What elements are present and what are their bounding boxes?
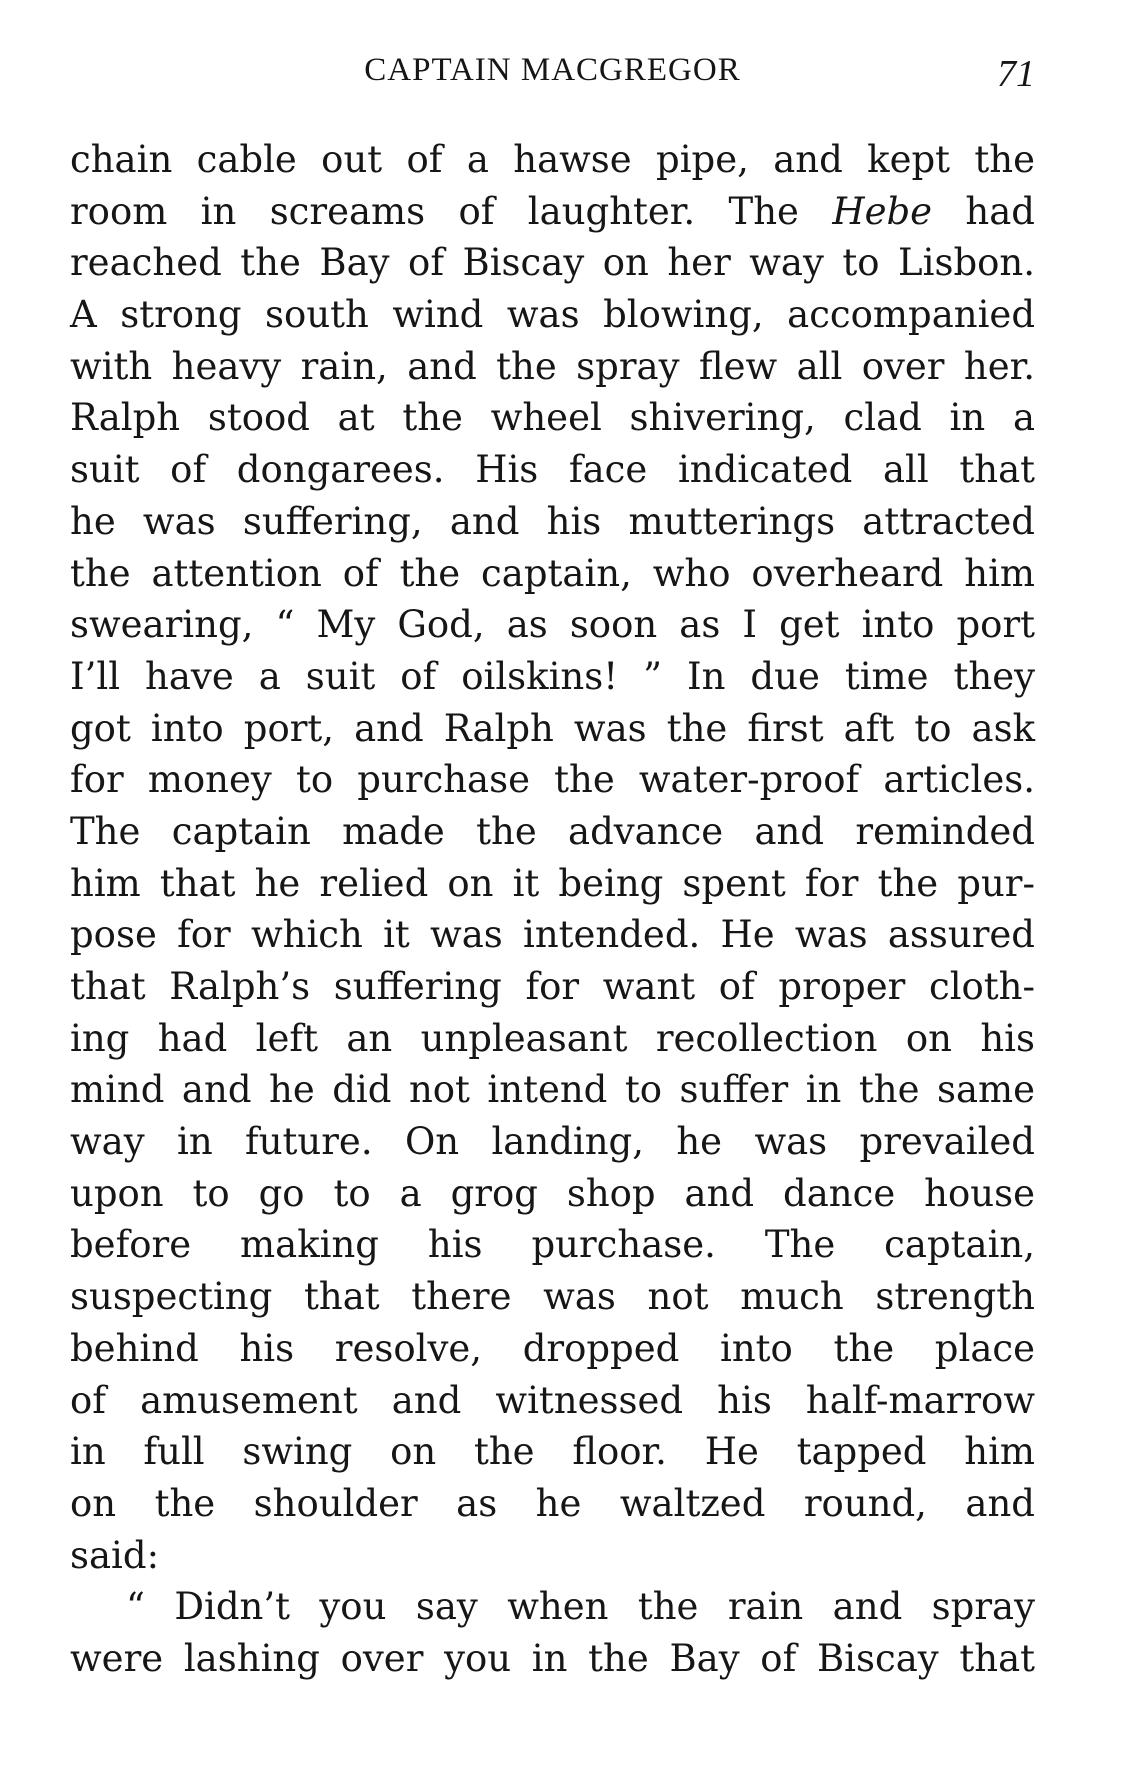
text-line: pose for which it was intended. He was assured	[70, 913, 1035, 957]
text-line: he was suffering, and his mutterings attracted	[70, 499, 1035, 543]
text-line: of amusement and witnessed his half-marrow	[70, 1378, 1035, 1422]
text-line: for money to purchase the water-proof articles.	[70, 758, 1035, 802]
text-line: swearing, “ My God, as soon as I get into port	[70, 603, 1035, 647]
text-line: suit of dongarees. His face indicated all that	[70, 448, 1035, 492]
text-line: mind and he did not intend to suffer in the same	[70, 1068, 1035, 1112]
text-line: with heavy rain, and the spray flew all over her.	[70, 344, 1035, 388]
text-line: in full swing on the floor. He tapped him	[70, 1430, 1035, 1474]
running-head	[70, 52, 1035, 102]
text-line: the attention of the captain, who overheard him	[70, 551, 1035, 595]
text-line: him that he relied on it being spent for the pur-	[70, 861, 1035, 905]
text-line: ing had left an unpleasant recollection on his	[70, 1016, 1035, 1060]
text-line: were lashing over you in the Bay of Biscay that	[70, 1636, 1035, 1680]
text-line: upon to go to a grog shop and dance house	[70, 1171, 1035, 1215]
text-line: I’ll have a suit of oilskins! ” In due time they	[70, 654, 1035, 698]
running-title: CAPTAIN MACGREGOR	[364, 52, 741, 88]
ship-name-italic: Hebe	[832, 189, 933, 233]
text-line: reached the Bay of Biscay on her way to Lisbon.	[70, 241, 1035, 285]
text-line	[70, 186, 1035, 238]
text-line: on the shoulder as he waltzed round, and	[70, 1481, 1035, 1525]
text-line: suspecting that there was not much strength	[70, 1275, 1035, 1319]
text-line: behind his resolve, dropped into the place	[70, 1326, 1035, 1370]
text-line: “ Didn’t you say when the rain and spray	[126, 1585, 1035, 1629]
text-span: room in screams of laughter. The	[70, 189, 833, 233]
text-line: Ralph stood at the wheel shivering, clad in a	[70, 396, 1035, 440]
body-text	[70, 134, 1035, 1685]
text-line: chain cable out of a hawse pipe, and kept the	[70, 138, 1035, 181]
text-line: A strong south wind was blowing, accompanied	[70, 293, 1035, 337]
text-line: that Ralph’s suffering for want of proper cloth-	[70, 965, 1035, 1008]
text-line: before making his purchase. The captain,	[70, 1223, 1035, 1267]
text-line: The captain made the advance and reminded	[70, 809, 1035, 853]
text-line: way in future. On landing, he was prevailed	[70, 1120, 1035, 1164]
text-line: said:	[70, 1533, 160, 1577]
page-number: 71	[997, 53, 1035, 95]
text-span: had	[932, 189, 1035, 233]
text-line: got into port, and Ralph was the first aft to ask	[70, 706, 1035, 750]
